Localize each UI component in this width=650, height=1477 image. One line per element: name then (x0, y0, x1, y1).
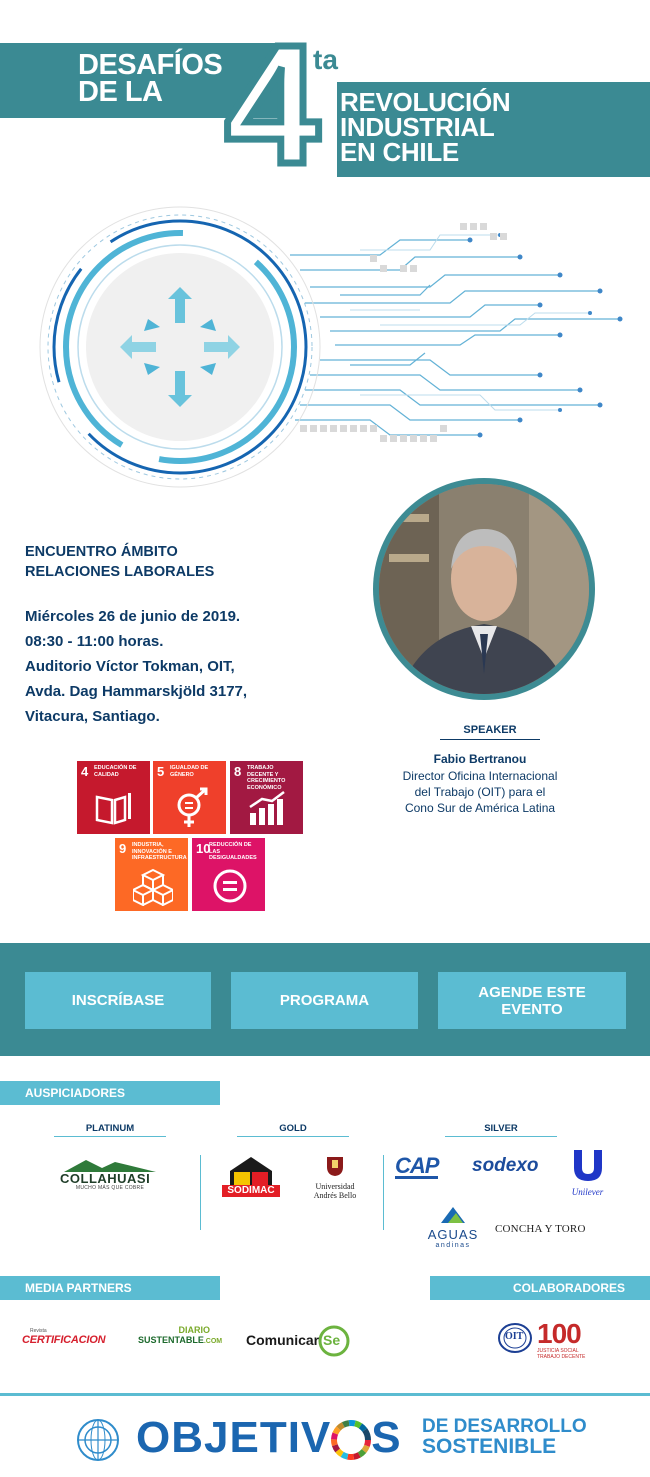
concha-y-toro-logo[interactable]: CONCHA Y TORO (495, 1223, 586, 1235)
media-partners-header: MEDIA PARTNERS (0, 1276, 220, 1300)
book-pencil-icon (95, 791, 133, 825)
circuit-hero-graphic (0, 195, 650, 505)
speaker-portrait-illustration (379, 484, 589, 694)
tier-gold-line (237, 1136, 349, 1137)
speaker-photo (373, 478, 595, 700)
tier-separator-1 (200, 1155, 201, 1230)
diario-sustentable-logo[interactable]: DIARIO SUSTENTABLE.COM (138, 1325, 223, 1345)
gender-equality-icon (173, 787, 209, 829)
event-title: ENCUENTRO ÁMBITO RELACIONES LABORALES (25, 544, 215, 580)
unilever-logo[interactable]: Unilever (565, 1148, 610, 1197)
aguas-andinas-logo[interactable]: AGUAS andinas (425, 1205, 481, 1249)
sodexo-logo[interactable]: sodexo (472, 1155, 539, 1176)
circuit-lines-light (350, 235, 590, 410)
oit-logo[interactable]: OIT (497, 1322, 533, 1354)
collahuasi-logo[interactable]: COLLAHUASI MUCHO MÁS QUE COBRE (60, 1158, 160, 1191)
speaker-underline (440, 739, 540, 740)
event-place-line3: Vitacura, Santiago. (25, 708, 160, 725)
speaker-label: SPEAKER (463, 724, 517, 736)
sdg-tile-5: 5 IGUALDAD DE GÉNERO (153, 761, 226, 834)
reduced-inequality-icon (212, 866, 248, 904)
header-big-number: 4 (225, 10, 320, 200)
event-details (25, 604, 247, 729)
unab-logo[interactable]: Universidad Andrés Bello (305, 1155, 365, 1200)
add-to-calendar-button[interactable]: AGENDE ESTE EVENTO (438, 972, 626, 1029)
cubes-icon (133, 868, 173, 906)
register-button[interactable]: INSCRÍBASE (25, 972, 211, 1029)
sponsors-header: AUSPICIADORES (0, 1081, 220, 1105)
event-place-line2: Avda. Dag Hammarskjöld 3177, (25, 683, 248, 700)
certificacion-logo[interactable]: Revista CERTIFICACION (22, 1328, 106, 1346)
footer-sdg-title: OBJETIV S (136, 1413, 402, 1462)
house-icon (222, 1155, 280, 1185)
hero-disc (86, 253, 274, 441)
header-title-left: DESAFÍOS DE LA (78, 49, 223, 108)
tier-platinum-line (54, 1136, 166, 1137)
header-title-right: REVOLUCIÓN INDUSTRIAL EN CHILE (340, 87, 511, 167)
sdg-tile-4: 4 EDUCACIÓN DE CALIDAD (77, 761, 150, 834)
cap-logo[interactable]: CAP (395, 1153, 439, 1178)
collaborators-header: COLABORADORES (430, 1276, 650, 1300)
un-emblem-icon (75, 1417, 121, 1463)
footer-divider (0, 1393, 650, 1396)
circuit-lines (290, 240, 620, 435)
aguas-mountain-icon (439, 1205, 467, 1223)
tier-silver-line (445, 1136, 557, 1137)
pixel-squares (300, 223, 507, 442)
tier-gold: GOLD (279, 1123, 307, 1134)
sdg-tile-8: 8 TRABAJO DECENTE Y CRECIMIENTO ECONÓMICO (230, 761, 303, 834)
header-suffix: ta (313, 44, 338, 75)
oit-100-logo[interactable]: 100 JUSTICIA SOCIAL TRABAJO DECENTE (537, 1318, 586, 1360)
tier-platinum: PLATINUM (85, 1123, 135, 1134)
sdg-tile-10: 10 REDUCCIÓN DE LAS DESIGUALDADES (192, 838, 265, 911)
event-time: 08:30 - 11:00 horas. (25, 633, 164, 650)
speaker-role: Director Oficina Internacional del Trabajo (OIT) para el Cono Sur de América Latina (402, 769, 558, 815)
sdg-tile-9: 9 INDUSTRIA, INNOVACIÓN E INFRAESTRUCTURA (115, 838, 188, 911)
tier-silver: SILVER (484, 1123, 518, 1134)
speaker-name: Fabio Bertranou (433, 752, 527, 766)
event-place-line1: Auditorio Víctor Tokman, OIT, (25, 658, 235, 675)
program-button[interactable]: PROGRAMA (231, 972, 418, 1029)
tier-separator-2 (383, 1155, 384, 1230)
unilever-u-icon (571, 1148, 605, 1182)
event-date: Miércoles 26 de junio de 2019. (25, 608, 241, 625)
footer-sdg-subtitle: DE DESARROLLO SOSTENIBLE (422, 1416, 587, 1458)
growth-chart-icon (248, 791, 288, 827)
sodimac-logo[interactable]: SODIMAC (222, 1155, 280, 1197)
comunicarse-logo[interactable]: Comunicar Se (246, 1325, 356, 1357)
sdg-color-wheel-icon (331, 1420, 371, 1460)
unab-shield-icon (325, 1155, 345, 1177)
mountain-icon (60, 1158, 160, 1172)
